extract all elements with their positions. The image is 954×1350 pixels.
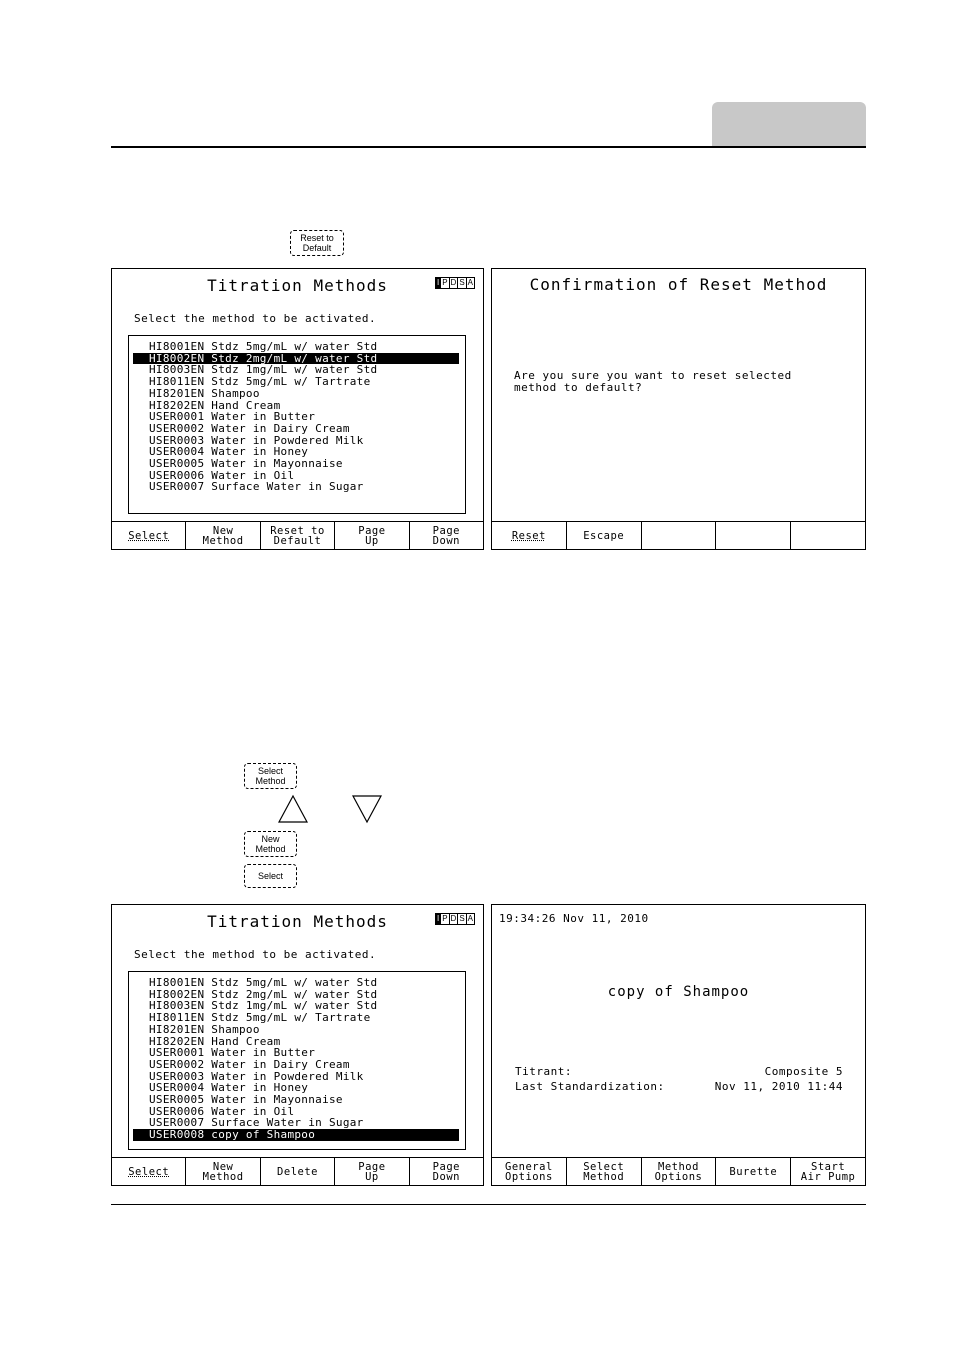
select-method-key[interactable]: Select Method (244, 763, 297, 789)
burette-softkey[interactable]: Burette (715, 1158, 790, 1185)
method-list (128, 971, 466, 1150)
list-item[interactable]: USER0004 Water in Honey (149, 1081, 309, 1095)
chapter-tab (712, 102, 866, 146)
arrow-up-icon[interactable] (278, 795, 308, 823)
list-item[interactable]: USER0007 Surface Water in Sugar (149, 480, 364, 494)
function-key-bar (112, 521, 483, 549)
new-method-softkey[interactable]: New Method (185, 522, 259, 549)
list-item[interactable]: USER0004 Water in Honey (149, 445, 309, 459)
titrant-value: Composite 5 (764, 1065, 843, 1078)
list-item[interactable]: HI8003EN Stdz 1mg/mL w/ water Std (149, 363, 378, 377)
list-item[interactable]: USER0005 Water in Mayonnaise (149, 457, 343, 470)
prompt: Select the method to be activated. (134, 948, 377, 961)
last-standardization-value: Nov 11, 2010 11:44 (714, 1080, 843, 1093)
mode-indicator (435, 277, 475, 289)
mode-p: P (442, 278, 448, 287)
arrow-down-icon[interactable] (352, 795, 382, 823)
page-up-softkey[interactable]: Page Up (334, 1158, 408, 1185)
mode-indicator (435, 913, 475, 925)
list-item[interactable]: HI8002EN Stdz 2mg/mL w/ water Std (149, 987, 378, 1001)
list-item[interactable]: USER0001 Water in Butter (149, 410, 316, 424)
new-method-key[interactable]: New Method (244, 831, 297, 857)
mode-d: D (450, 914, 457, 923)
list-item-selected[interactable]: USER0008 copy of Shampoo (133, 1129, 459, 1141)
confirmation-screen (491, 268, 866, 550)
titrant-label: Titrant: (515, 1065, 572, 1078)
screen-title: Titration Methods (207, 276, 388, 295)
function-key-bar (492, 521, 865, 549)
titration-methods-screen (111, 904, 484, 1186)
footer-rule (111, 1204, 866, 1205)
mode-a: A (467, 914, 473, 923)
start-air-pump-softkey[interactable]: Start Air Pump (790, 1158, 865, 1185)
screen-title: Titration Methods (207, 912, 388, 931)
list-item[interactable]: HI8201EN Shampoo (149, 386, 260, 400)
select-softkey[interactable]: Select (128, 1165, 170, 1178)
select-softkey[interactable]: Select (128, 529, 170, 542)
mode-a: A (467, 278, 473, 287)
list-item[interactable]: USER0003 Water in Powdered Milk (149, 433, 364, 447)
titration-methods-screen (111, 268, 484, 550)
main-screen (491, 904, 866, 1186)
list-item[interactable]: USER0001 Water in Butter (149, 1046, 316, 1060)
list-item[interactable]: USER0003 Water in Powdered Milk (149, 1069, 364, 1083)
page-down-softkey[interactable]: Page Down (409, 1158, 483, 1185)
reset-to-default-softkey[interactable]: Reset to Default (260, 522, 334, 549)
list-item[interactable]: USER0006 Water in Oil (149, 468, 295, 482)
mode-i: I (436, 914, 440, 923)
list-item-selected[interactable]: HI8002EN Stdz 2mg/mL w/ water Std (133, 353, 459, 365)
empty-softkey (715, 522, 790, 549)
header-rule (111, 146, 866, 148)
select-key[interactable]: Select (244, 864, 297, 888)
escape-softkey[interactable]: Escape (566, 522, 641, 549)
page-down-softkey[interactable]: Page Down (409, 522, 483, 549)
mode-s: S (459, 278, 465, 287)
general-options-softkey[interactable]: General Options (505, 1160, 553, 1183)
method-options-softkey[interactable]: Method Options (641, 1158, 716, 1185)
reset-to-default-key[interactable]: Reset to Default (290, 230, 344, 256)
list-item[interactable]: HI8011EN Stdz 5mg/mL w/ Tartrate (149, 375, 371, 389)
list-item[interactable]: HI8202EN Hand Cream (149, 398, 281, 412)
last-standardization-label: Last Standardization: (515, 1080, 665, 1093)
page-up-softkey[interactable]: Page Up (334, 522, 408, 549)
list-item[interactable]: HI8001EN Stdz 5mg/mL w/ water Std (149, 340, 378, 353)
list-item[interactable]: HI8011EN Stdz 5mg/mL w/ Tartrate (149, 1011, 371, 1025)
prompt: Select the method to be activated. (134, 312, 377, 325)
method-name: copy of Shampoo (607, 984, 750, 1000)
function-key-bar (492, 1157, 865, 1185)
list-item[interactable]: HI8001EN Stdz 5mg/mL w/ water Std (149, 976, 378, 989)
list-item[interactable]: USER0002 Water in Dairy Cream (149, 421, 350, 435)
screen-title: Confirmation of Reset Method (529, 275, 828, 294)
list-item[interactable]: USER0007 Surface Water in Sugar (149, 1116, 364, 1130)
mode-d: D (450, 278, 457, 287)
mode-p: P (442, 914, 448, 923)
function-key-bar (112, 1157, 483, 1185)
confirmation-message: Are you sure you want to reset selected method to default? (514, 369, 792, 394)
list-item[interactable]: HI8202EN Hand Cream (149, 1034, 281, 1048)
list-item[interactable]: USER0005 Water in Mayonnaise (149, 1093, 343, 1106)
list-item[interactable]: USER0006 Water in Oil (149, 1104, 295, 1118)
reset-softkey[interactable]: Reset (511, 529, 546, 542)
delete-softkey[interactable]: Delete (260, 1158, 334, 1185)
list-item[interactable]: HI8201EN Shampoo (149, 1022, 260, 1036)
method-list (128, 335, 466, 514)
empty-softkey (641, 522, 716, 549)
datetime: 19:34:26 Nov 11, 2010 (499, 912, 649, 925)
mode-i: I (436, 278, 440, 287)
list-item[interactable]: HI8003EN Stdz 1mg/mL w/ water Std (149, 999, 378, 1013)
select-method-softkey[interactable]: Select Method (566, 1158, 641, 1185)
mode-s: S (459, 914, 465, 923)
new-method-softkey[interactable]: New Method (185, 1158, 259, 1185)
empty-softkey (790, 522, 865, 549)
list-item[interactable]: USER0002 Water in Dairy Cream (149, 1057, 350, 1071)
